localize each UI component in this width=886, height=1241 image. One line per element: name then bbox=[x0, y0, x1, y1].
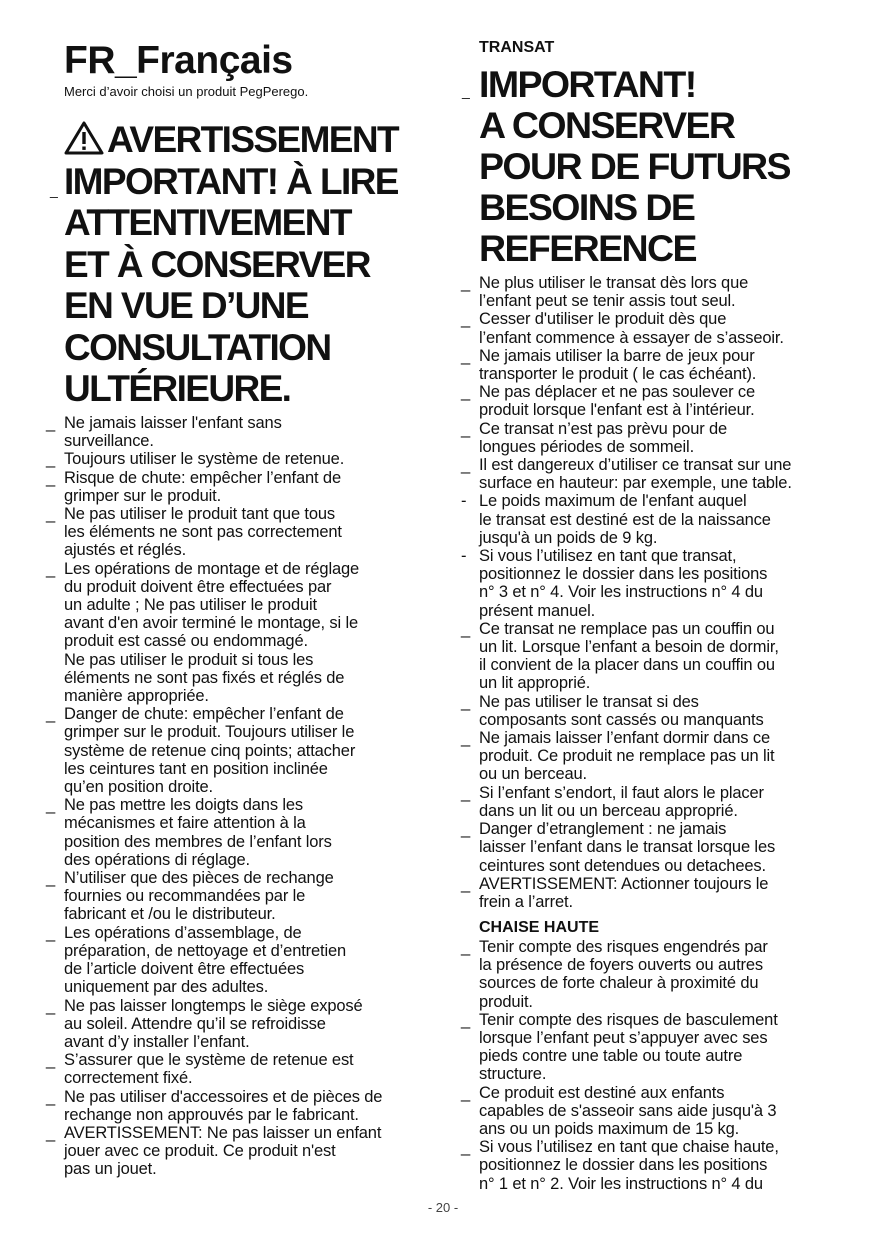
list-item: _ Ne pas utiliser d'accessoires et de pièces de rechange non approuvés par le fabricant. bbox=[46, 1087, 383, 1124]
list-item: _ Risque de chute: empêcher l’enfant de grimper sur le produit. bbox=[46, 468, 341, 505]
warning-heading-line-5: EN VUE D’UNE bbox=[64, 285, 308, 326]
language-title: FR_Français bbox=[64, 39, 293, 82]
list-item: _ Ne jamais laisser l’enfant dormir dans ce produit. Ce produit ne remplace pas un lit ou un berceau. bbox=[461, 729, 775, 784]
list-item: _ Si vous l’utilisez en tant que chaise haute, positionnez le dossier dans les positions n° 1 et n° 2. Voir les instructions n° 4 du bbox=[461, 1138, 779, 1193]
list-item: _ AVERTISSEMENT: Ne pas laisser un enfant jouer avec ce produit. Ce produit n'est pas un jouet. bbox=[46, 1123, 382, 1179]
list-item: _ Les opérations de montage et de réglage du produit doivent être effectuées par un adulte ; Ne pas utiliser le produit avant d'en avoir terminé le montage, si le produit est cassé ou endommagé. Ne pas utiliser le produit si tous les éléments ne sont pas fixés et réglés de manière appropriée. bbox=[46, 559, 360, 706]
list-item: _ Ce produit est destiné aux enfants capables de s'asseoir sans aide jusqu'à 3 ans ou un poids maximum de 15 kg. bbox=[461, 1083, 777, 1139]
list-item: _ Ce transat n’est pas prèvu pour de longues périodes de sommeil. bbox=[461, 419, 728, 456]
list-item: _ Ne jamais utiliser la barre de jeux pour transporter le produit ( le cas échéant). bbox=[461, 346, 757, 384]
list-item: _ Les opérations d’assemblage, de préparation, de nettoyage et d’entretien de l’article doivent être effectuées uniquement par des adultes. bbox=[46, 923, 347, 997]
important-heading-line-1: IMPORTANT! bbox=[479, 63, 696, 105]
important-heading bbox=[479, 64, 790, 269]
warning-triangle-icon bbox=[64, 121, 104, 155]
transat-warning-list bbox=[461, 274, 861, 911]
list-item: _ Toujours utiliser le système de retenue. bbox=[46, 450, 345, 469]
warning-heading-line-3: ATTENTIVEMENT bbox=[64, 202, 351, 243]
chaise-haute-warning-list bbox=[461, 938, 861, 1193]
section-title-chaise-haute: CHAISE HAUTE bbox=[479, 919, 600, 936]
list-item: _ Tenir compte des risques de basculement lorsque l’enfant peut s’appuyer avec ses pieds contre une table ou toute autre structure. bbox=[461, 1010, 778, 1084]
list-item: _ Tenir compte des risques engendrés par la présence de foyers ouverts ou autres sources de forte chaleur à proximité du produit. bbox=[461, 938, 768, 1011]
list-item: _ Ne plus utiliser le transat dès lors que l’enfant peut se tenir assis tout seul. bbox=[461, 274, 749, 311]
left-warning-list bbox=[46, 414, 432, 1179]
list-item: - Si vous l’utilisez en tant que transat, positionnez le dossier dans les positions n° 3 et n° 4. Voir les instructions n° 4 du présent manuel. bbox=[461, 547, 768, 620]
warning-heading-line-6: CONSULTATION bbox=[64, 326, 331, 368]
list-item: _ AVERTISSEMENT: Actionner toujours le frein a l’arret. bbox=[461, 874, 769, 911]
important-heading-line-5: REFERENCE bbox=[479, 227, 696, 269]
warning-heading bbox=[64, 119, 398, 410]
list-item: _ Ne jamais laisser l'enfant sans surveillance. bbox=[46, 414, 282, 451]
list-item: _ Ne pas laisser longtemps le siège exposé au soleil. Attendre qu’il se refroidisse avant d’y installer l’enfant. bbox=[46, 996, 363, 1051]
important-heading-line-2: A CONSERVER bbox=[479, 104, 735, 146]
list-item: _ Ce transat ne remplace pas un couffin ou un lit. Lorsque l’enfant a besoin de dormir, il convient de la placer dans un couffin ou un lit approprié. bbox=[461, 619, 779, 693]
list-item: _ S’assurer que le système de retenue est correctement fixé. bbox=[46, 1051, 354, 1088]
list-item: _ Ne pas utiliser le produit tant que tous les éléments ne sont pas correctement ajustés et réglés. bbox=[46, 505, 342, 560]
warning-heading-line-2: IMPORTANT! À LIRE bbox=[64, 160, 398, 202]
list-item: _ Danger de chute: empêcher l’enfant de grimper sur le produit. Toujours utiliser le système de retenue cinq points; attacher les ceintures tant en position inclinée qu’en position droite. bbox=[46, 705, 356, 797]
list-item: _ Ne pas déplacer et ne pas soulever ce produit lorsque l'enfant est à l’intérieur. bbox=[461, 383, 756, 420]
list-item: _ Si l’enfant s’endort, il faut alors le placer dans un lit ou un berceau approprié. bbox=[461, 783, 764, 820]
list-item: - Le poids maximum de l'enfant auquel le transat est destiné est de la naissance jusqu'à un poids de 9 kg. bbox=[461, 492, 771, 547]
warning-heading-line-7: ULTÉRIEURE. bbox=[64, 368, 291, 409]
list-item: _ Il est dangereux d’utiliser ce transat sur une surface en hauteur: par exemple, une table. bbox=[461, 456, 792, 493]
section-title-transat: TRANSAT bbox=[479, 39, 555, 56]
list-item: _ Danger d’etranglement : ne jamais laisser l’enfant dans le transat lorsque les ceintures sont detendues ou detachees. bbox=[461, 820, 776, 875]
page-number: - 20 - bbox=[427, 1200, 459, 1215]
heading-dash: _ bbox=[462, 83, 470, 99]
list-item: _ Ne pas mettre les doigts dans les mécanismes et faire attention à la position des membres de l’enfant lors des opérations di réglage. bbox=[46, 796, 332, 869]
important-heading-line-4: BESOINS DE bbox=[479, 186, 695, 228]
heading-dash: _ bbox=[50, 182, 58, 198]
thanks-text: Merci d’avoir choisi un produit PegPerego. bbox=[64, 84, 309, 99]
list-item: _ Ne pas utiliser le transat si des composants sont cassés ou manquants bbox=[461, 692, 764, 729]
list-item: _ Cesser d'utiliser le produit dès que l’enfant commence à essayer de s’asseoir. bbox=[461, 310, 784, 347]
list-item: _ N’utiliser que des pièces de rechange fournies ou recommandées par le fabricant et /ou le distributeur. bbox=[46, 869, 334, 924]
warning-heading-line-1: AVERTISSEMENT bbox=[64, 119, 398, 161]
warning-heading-line-4: ET À CONSERVER bbox=[64, 243, 370, 285]
important-heading-line-3: POUR DE FUTURS bbox=[479, 145, 790, 187]
